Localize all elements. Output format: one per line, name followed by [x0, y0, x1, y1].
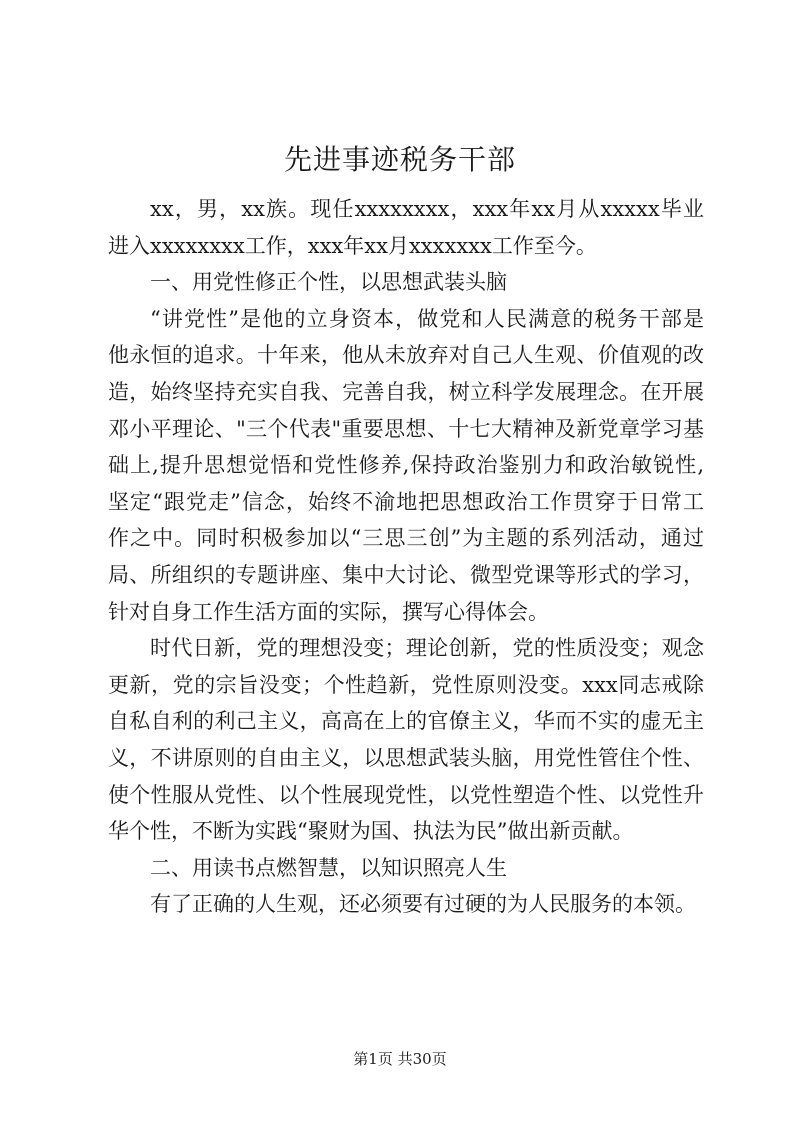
paragraph-line: 时代日新，党的理想没变；理论创新，党的性质没变；观念 [150, 636, 704, 661]
paragraph-line: 他永恒的追求。十年来，他从未放弃对自己人生观、价值观的改 [108, 343, 704, 368]
section-heading: 一、用党性修正个性，以思想武装头脑 [150, 270, 507, 295]
paragraph-line: “讲党性”是他的立身资本，做党和人民满意的税务干部是 [150, 306, 704, 331]
paragraph-line: xx，男，xx族。现任xxxxxxxx，xxx年xx月从xxxxx毕业 [150, 197, 704, 221]
paragraph-line: 邓小平理论、"三个代表"重要思想、十七大精神及新党章学习基 [108, 416, 704, 441]
paragraph-line: 础上,提升思想觉悟和党性修养,保持政治鉴别力和政治敏锐性, [108, 453, 704, 478]
paragraph-line: 针对自身工作生活方面的实际，撰写心得体会。 [108, 599, 549, 624]
section-heading: 二、用读书点燃智慧，以知识照亮人生 [150, 855, 507, 880]
paragraph-line: 进入xxxxxxxx工作，xxx年xx月xxxxxxx工作至今。 [108, 233, 597, 258]
document-body [108, 191, 704, 923]
paragraph-line: 义，不讲原则的自由主义，以思想武装头脑，用党性管住个性、 [108, 745, 704, 770]
paragraph-line: 更新，党的宗旨没变；个性趋新，党性原则没变。xxx同志戒除 [108, 672, 704, 697]
paragraph-line: 造，始终坚持充实自我、完善自我，树立科学发展理念。在开展 [108, 379, 704, 404]
paragraph-line: 使个性服从党性、以个性展现党性，以党性塑造个性、以党性升 [108, 782, 704, 807]
paragraph-line: 有了正确的人生观，还必须要有过硬的为人民服务的本领。 [150, 892, 696, 917]
paragraph-line: 自私自利的利己主义，高高在上的官僚主义，华而不实的虚无主 [108, 709, 704, 734]
paragraph-line: 华个性，不断为实践“聚财为国、执法为民”做出新贡献。 [108, 819, 634, 844]
paragraph-line: 局、所组织的专题讲座、集中大讨论、微型党课等形式的学习， [108, 562, 704, 587]
paragraph-line: 作之中。同时积极参加以“三思三创”为主题的系列活动，通过 [108, 526, 704, 551]
page-footer: 第1页 共30页 [353, 1050, 447, 1068]
paragraph-line: 坚定“跟党走”信念，始终不渝地把思想政治工作贯穿于日常工 [108, 489, 704, 514]
document-title: 先进事迹税务干部 [283, 143, 516, 176]
